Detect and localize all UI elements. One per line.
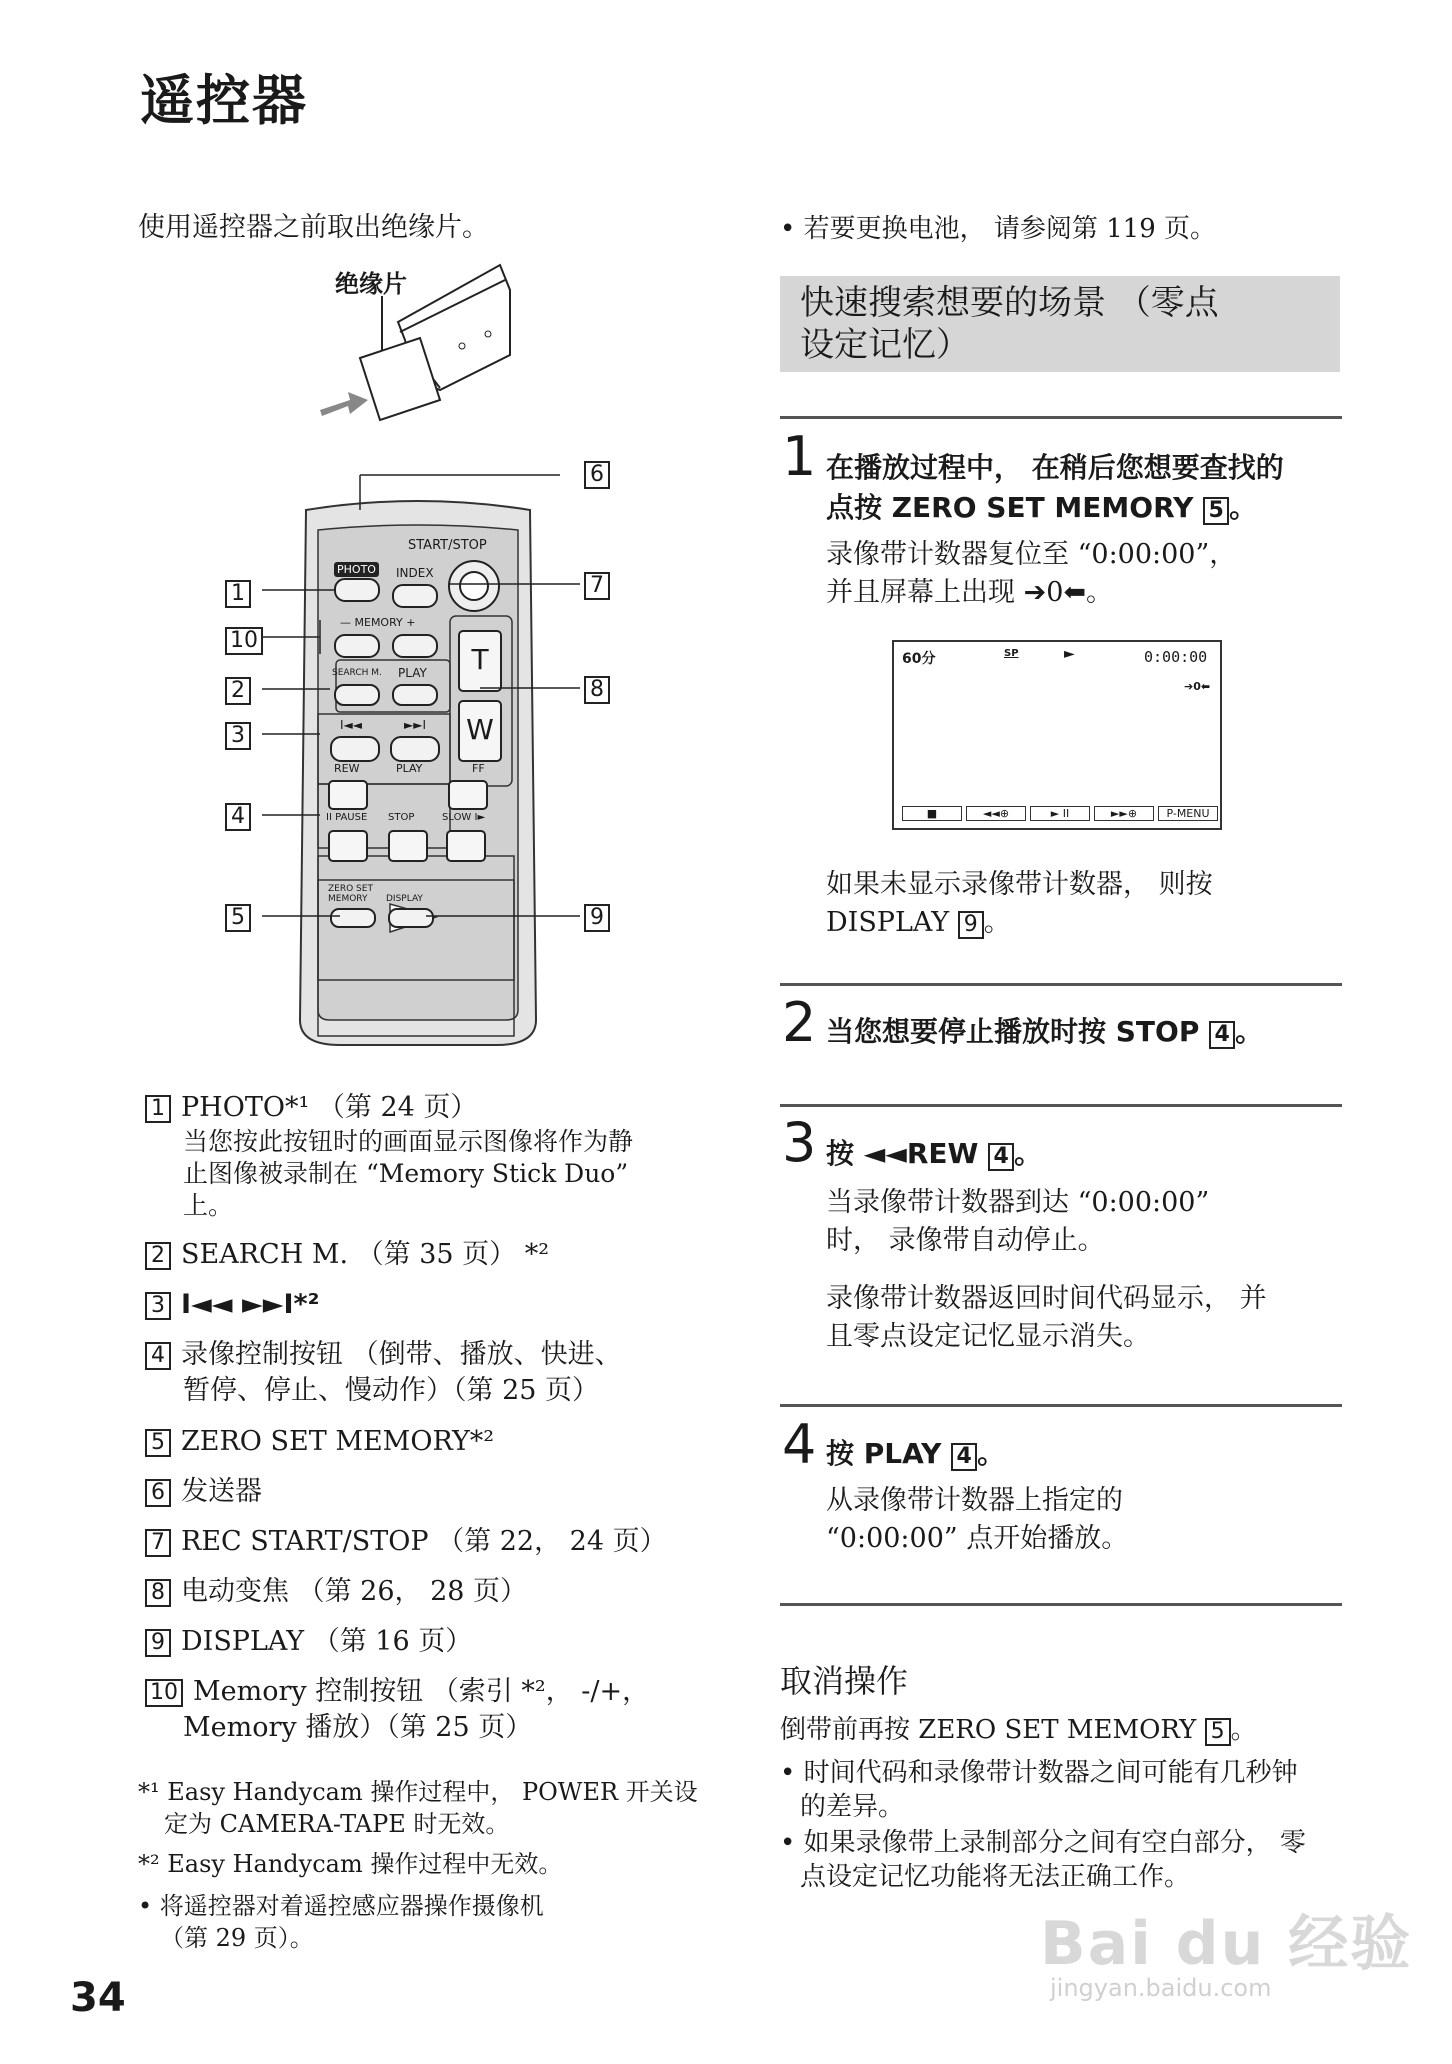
step-3-body xyxy=(826,1184,1346,1356)
step-4-title-text: 按 PLAY xyxy=(826,1437,942,1470)
footnote-1-cont: 定为 CAMERA-TAPE 时无效。 xyxy=(164,1810,510,1838)
insulation-illustration xyxy=(320,260,520,430)
legend-text-4: 录像控制按钮 （倒带、播放、快进、 xyxy=(181,1339,622,1370)
legend-sub-1a: 当您按此按钮时的画面显示图像将作为静 xyxy=(183,1127,634,1156)
callout-5: 5 xyxy=(225,904,251,932)
section-title-line2: 设定记忆） xyxy=(800,325,970,365)
screen-play-mark: ► xyxy=(1064,646,1075,662)
screen-stop-button[interactable]: ■ xyxy=(902,806,962,821)
legend-num-8: 8 xyxy=(145,1579,171,1607)
legend-num-5: 5 xyxy=(145,1429,171,1457)
step-3-title: 按 ◄◄REW 4 。 xyxy=(826,1137,1043,1170)
legend-item-6 xyxy=(145,1474,262,1510)
callout-9: 9 xyxy=(584,904,610,932)
watermark-url: jingyan.baidu.com xyxy=(1050,1974,1272,2002)
rule-3 xyxy=(780,1104,1342,1107)
rule-4 xyxy=(780,1404,1342,1407)
callout-6: 6 xyxy=(584,461,610,489)
display-note-line2: DISPLAY xyxy=(826,907,950,938)
cancel-text: 倒带前再按 ZERO SET MEMORY 5 。 xyxy=(780,1715,1257,1745)
screen-counter: 0:00:00 xyxy=(1144,648,1208,666)
cancel-bullet-2-line1: • 如果录像带上录制部分之间有空白部分， 零 xyxy=(780,1828,1306,1858)
section-title-line1: 快速搜索想要的场景 （零点 xyxy=(800,283,1219,323)
legend-sub-10: Memory 播放）（第 25 页） xyxy=(183,1712,533,1743)
callout-1: 1 xyxy=(225,580,251,608)
display-note-box: 9 xyxy=(958,911,984,939)
memory2-label: MEMORY xyxy=(328,894,368,904)
step-1-number: 1 xyxy=(782,425,817,488)
footnote-2: *² Easy Handycam 操作过程中无效。 xyxy=(138,1850,563,1878)
ff-label: FF xyxy=(472,762,485,775)
step-1-body-line1: 录像带计数器复位至 “0:00:00”， xyxy=(826,539,1237,570)
callout-8: 8 xyxy=(584,676,610,704)
callout-2: 2 xyxy=(225,677,251,705)
start-stop-label: START/STOP xyxy=(408,538,487,553)
screen-ff-button[interactable]: ►►⊕ xyxy=(1094,806,1154,821)
watermark-logo: Bai du 经验 xyxy=(1040,1909,1413,1979)
legend-item-3 xyxy=(145,1287,320,1323)
page-number: 34 xyxy=(70,1975,126,2021)
legend-item-1 xyxy=(145,1090,633,1222)
rule-2 xyxy=(780,983,1342,986)
legend-num-7: 7 xyxy=(145,1529,171,1557)
legend-item-8 xyxy=(145,1574,527,1610)
step-3-body-line1: 当录像带计数器到达 “0:00:00” xyxy=(826,1187,1210,1218)
rule-5 xyxy=(780,1603,1342,1606)
callout-lines xyxy=(220,450,620,930)
legend-item-2 xyxy=(145,1237,549,1273)
remote-note-line2: （第 29 页）。 xyxy=(160,1924,314,1952)
legend-text-1: PHOTO*¹ （第 24 页） xyxy=(181,1092,478,1123)
screen-button-bar xyxy=(902,806,1218,821)
step-3-body-line4: 且零点设定记忆显示消失。 xyxy=(826,1321,1150,1352)
slow-label: SLOW I► xyxy=(442,812,486,823)
zoom-t-button[interactable]: T xyxy=(458,630,502,692)
rule-1 xyxy=(780,416,1342,419)
callout-3: 3 xyxy=(225,722,251,750)
pause-label: II PAUSE xyxy=(326,812,368,823)
legend-item-9 xyxy=(145,1624,472,1660)
screen-battery: 60分 xyxy=(902,651,936,667)
step-1-title-line1: 在播放过程中， 在稍后您想要查找的 xyxy=(826,451,1284,484)
callout-4: 4 xyxy=(225,803,251,831)
zero-set-label: ZERO SET xyxy=(328,884,373,894)
legend-num-3: 3 xyxy=(145,1292,171,1320)
display-note-line1: 如果未显示录像带计数器， 则按 xyxy=(826,869,1213,900)
legend-num-6: 6 xyxy=(145,1479,171,1507)
legend-text-7: REC START/STOP （第 22， 24 页） xyxy=(181,1526,667,1557)
remote-note-line1: • 将遥控器对着遥控感应器操作摄像机 xyxy=(138,1892,544,1920)
footnote-1: *¹ Easy Handycam 操作过程中， POWER 开关设 xyxy=(138,1778,698,1806)
screen-sp: SP xyxy=(1004,648,1019,659)
step-4-body-line1: 从录像带计数器上指定的 xyxy=(826,1485,1123,1516)
screen-play-pause-button[interactable]: ► II xyxy=(1030,806,1090,821)
step-2-box: 4 xyxy=(1209,1021,1235,1049)
legend-sub-1c: 上。 xyxy=(183,1191,234,1220)
intro-text: 使用遥控器之前取出绝缘片。 xyxy=(138,212,489,243)
zoom-w-button[interactable]: W xyxy=(458,700,502,762)
photo-label: PHOTO xyxy=(334,562,379,577)
search-label: SEARCH M. xyxy=(332,668,382,678)
legend-num-4: 4 xyxy=(145,1342,171,1370)
cancel-bullet-1-line1: • 时间代码和录像带计数器之间可能有几秒钟 xyxy=(780,1758,1298,1788)
cancel-box: 5 xyxy=(1205,1718,1231,1746)
legend-sub-1b: 止图像被录制在 “Memory Stick Duo” xyxy=(183,1159,629,1188)
play-small-label: PLAY xyxy=(398,666,427,680)
page-title: 遥控器 xyxy=(140,69,308,132)
index-label: INDEX xyxy=(396,566,434,580)
section-header xyxy=(780,276,1340,372)
callout-7: 7 xyxy=(584,572,610,600)
cancel-text-main: 倒带前再按 ZERO SET MEMORY xyxy=(780,1715,1197,1745)
step-1-body-line2: 并且屏幕上出现 ➔0⬅。 xyxy=(826,577,1114,608)
cancel-bullet-2 xyxy=(780,1826,1306,1894)
legend-item-10 xyxy=(145,1674,649,1746)
step-4-box: 4 xyxy=(951,1443,977,1471)
rew-label: REW xyxy=(334,762,360,775)
step-3-number: 3 xyxy=(782,1111,817,1174)
step-3-body-line2: 时， 录像带自动停止。 xyxy=(826,1225,1105,1256)
cancel-bullet-1 xyxy=(780,1756,1298,1824)
step-3-title-text: 按 ◄◄REW xyxy=(826,1137,979,1170)
display-note: 如果未显示录像带计数器， 则按 DISPLAY 9 。 xyxy=(826,866,1346,942)
insulation-label: 绝缘片 xyxy=(335,270,407,298)
step-4-body-line2: “0:00:00” 点开始播放。 xyxy=(826,1523,1129,1554)
step-1-title-line2: 点按 ZERO SET MEMORY xyxy=(826,491,1194,524)
legend-item-4 xyxy=(145,1337,622,1409)
step-2-title: 当您想要停止播放时按 STOP 4 。 xyxy=(826,1015,1264,1048)
prev-label: I◄◄ xyxy=(340,718,362,732)
step-3-box: 4 xyxy=(988,1143,1014,1171)
step-2-number: 2 xyxy=(782,991,817,1054)
legend-text-8: 电动变焦 （第 26， 28 页） xyxy=(181,1576,528,1607)
cancel-bullet-1-line2: 的差异。 xyxy=(800,1792,905,1822)
step-3-body-line3: 录像带计数器返回时间代码显示， 并 xyxy=(826,1283,1267,1314)
legend-text-9: DISPLAY （第 16 页） xyxy=(181,1626,473,1657)
stop-label: STOP xyxy=(388,812,415,823)
legend-item-5 xyxy=(145,1424,494,1460)
screen-zero-icon: ➔0⬅ xyxy=(1184,680,1211,693)
screen-pmenu-button[interactable]: P-MENU xyxy=(1158,806,1218,821)
step-4-title: 按 PLAY 4 。 xyxy=(826,1437,1006,1470)
step-1-box: 5 xyxy=(1203,497,1229,525)
legend-num-1: 1 xyxy=(145,1095,171,1123)
lcd-screen xyxy=(892,640,1222,830)
legend-sub-4: 暂停、停止、慢动作）（第 25 页） xyxy=(183,1375,600,1406)
legend-item-7 xyxy=(145,1524,667,1560)
cancel-title: 取消操作 xyxy=(780,1662,909,1700)
battery-note: • 若要更换电池， 请参阅第 119 页。 xyxy=(780,214,1217,244)
legend-num-9: 9 xyxy=(145,1629,171,1657)
screen-rew-button[interactable]: ◄◄⊕ xyxy=(966,806,1026,821)
callout-10: 10 xyxy=(225,627,263,655)
legend-text-2: SEARCH M. （第 35 页） *² xyxy=(181,1239,550,1270)
legend-text-5: ZERO SET MEMORY*² xyxy=(181,1426,495,1457)
step-1-body xyxy=(826,536,1346,612)
step-4-number: 4 xyxy=(782,1413,817,1476)
step-4-body xyxy=(826,1482,1346,1558)
display-label: DISPLAY xyxy=(386,894,423,904)
memory-label: — MEMORY + xyxy=(340,616,416,629)
legend-text-6: 发送器 xyxy=(181,1476,262,1507)
legend-num-10: 10 xyxy=(145,1679,183,1707)
legend-text-3: I◄◄ ►►I*² xyxy=(181,1289,320,1320)
cancel-bullet-2-line2: 点设定记忆功能将无法正确工作。 xyxy=(800,1862,1191,1892)
step-2-title-text: 当您想要停止播放时按 STOP xyxy=(826,1015,1200,1048)
play-label: PLAY xyxy=(396,762,423,775)
step-1-title: 在播放过程中， 在稍后您想要查找的 点按 ZERO SET MEMORY 5 。 xyxy=(826,448,1346,528)
legend-text-10: Memory 控制按钮 （索引 *²， -/+， xyxy=(193,1676,650,1707)
legend-num-2: 2 xyxy=(145,1242,171,1270)
next-label: ►►I xyxy=(404,718,426,732)
